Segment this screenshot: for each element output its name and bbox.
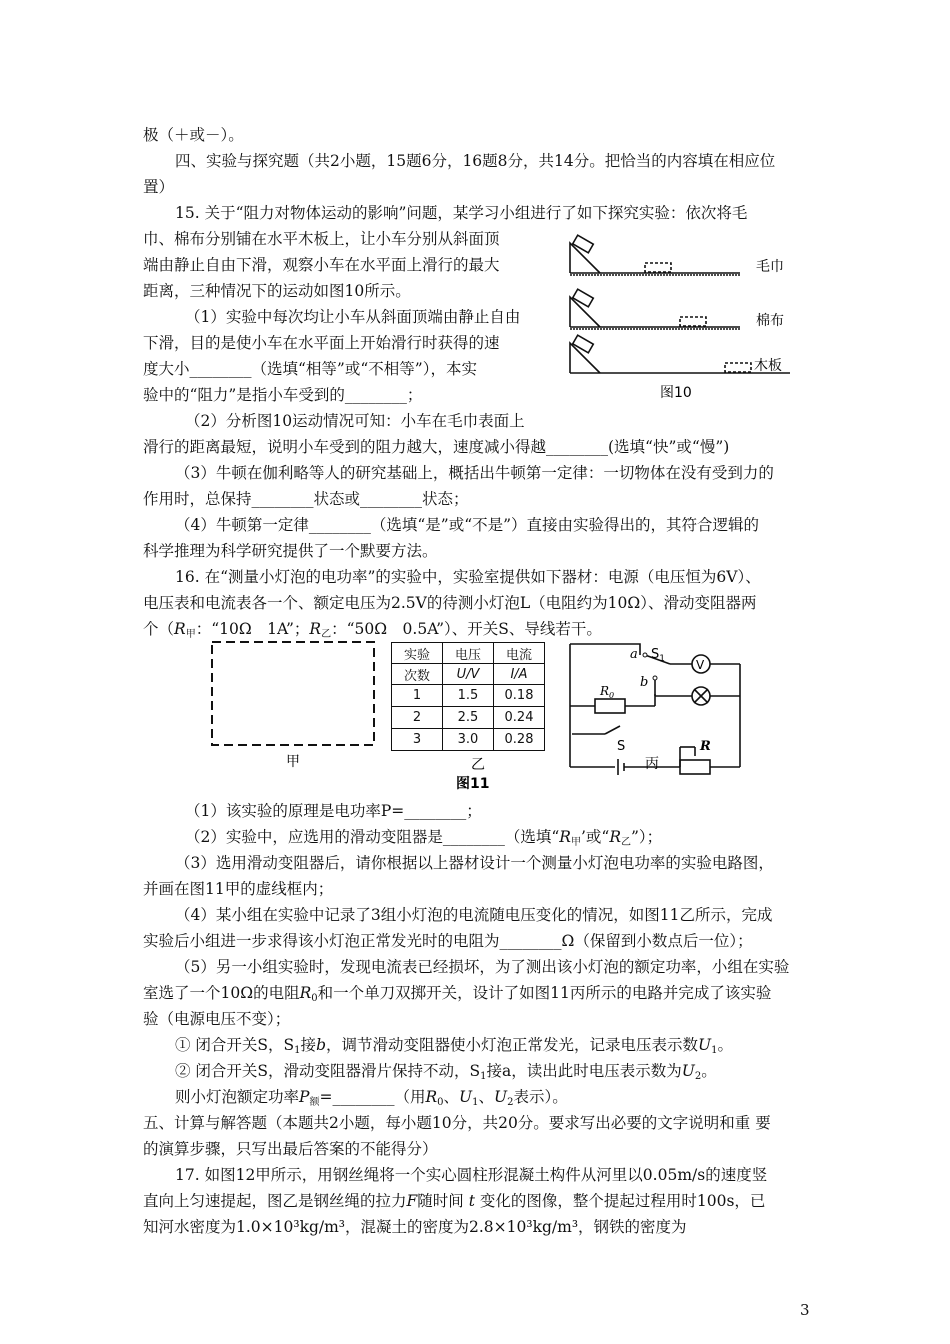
table-cell: 3.0 <box>443 729 494 751</box>
text: R <box>609 828 621 846</box>
circuit-label-s1 <box>651 647 665 664</box>
table-header-cell: 次数 <box>392 664 443 685</box>
q15-line: 验中的“阻力”是指小车受到的________； <box>143 386 423 404</box>
terminal-b <box>653 676 657 680</box>
text: 接a，读出此时电压表示数为 <box>486 1062 682 1080</box>
subscript: 乙 <box>321 629 332 640</box>
q15-line: 度大小________（选填“相等”或“不相等”），本实 <box>143 360 477 378</box>
text: R <box>299 984 312 1002</box>
s1-sub: 1 <box>659 654 665 664</box>
dashed-box-jia <box>212 642 374 745</box>
data-table-yi <box>391 642 545 751</box>
table-cell: 0.24 <box>494 707 545 729</box>
subscript: 0 <box>437 1097 444 1108</box>
r0-sub: 0 <box>609 691 615 700</box>
section-4-heading: 四、实验与探究题（共2小题，15题6分，16题8分，共14分。把恰当的内容填在相应位 <box>175 152 776 170</box>
text: t <box>463 1192 480 1210</box>
q15-line: 科学推理为科学研究提供了一个默要方法。 <box>143 542 438 560</box>
table-cell: 2.5 <box>443 707 494 729</box>
q16-line: 16. 在“测量小灯泡的电功率”的实验中，实验室提供如下器材：电源（电压恒为6V）、 <box>175 568 761 586</box>
table-header-cell: 实验 <box>392 643 443 664</box>
text: ”）； <box>631 828 663 846</box>
label-bing: 丙 <box>645 756 659 772</box>
table-row <box>392 729 545 751</box>
circuit-label-r: R <box>700 739 711 754</box>
line-1: 极（＋或－）。 <box>143 126 244 144</box>
s1-text: S <box>651 647 660 662</box>
text: 室选了一个10Ω的电阻 <box>143 984 300 1002</box>
q16-line: （3）选用滑动变阻器后，请你根据以上器材设计一个测量小灯泡电功率的实验电路图， <box>175 854 774 872</box>
section-5-heading: 五、计算与解答题（本题共2小题，每小题10分，共20分。要求写出必要的文字说明和重 要 <box>143 1114 771 1132</box>
text: U <box>493 1088 508 1106</box>
table-cell: 2 <box>392 707 443 729</box>
label-wood: 木板 <box>754 358 782 374</box>
q15-line: 巾、棉布分别铺在水平木板上，让小车分别从斜面顶 <box>143 230 500 248</box>
text: ，调节滑动变阻器使小灯泡正常发光，记录电压表示数 <box>326 1036 699 1054</box>
text: 接 <box>300 1036 317 1054</box>
table-row <box>392 707 545 729</box>
caption-fig10: 图10 <box>660 385 692 401</box>
text: （2）实验中，应选用的滑动变阻器是________（选填“ <box>185 828 560 846</box>
text: 。 <box>701 1062 717 1080</box>
table-row <box>392 685 545 707</box>
circuit-label-a: a <box>630 647 638 662</box>
subscript: 2 <box>694 1071 702 1082</box>
q17-line: 17. 如图12甲所示，用钢丝绳将一个实心圆柱形混凝土构件从河里以0.05m/s的速度竖 <box>175 1166 768 1184</box>
table-cell: 0.18 <box>494 685 545 707</box>
subscript: 1 <box>472 1097 479 1108</box>
subscript: 1 <box>294 1045 301 1056</box>
text: ② 闭合开关S，滑动变阻器滑片保持不动，S <box>175 1062 481 1080</box>
text: ① 闭合开关S，S <box>175 1036 295 1054</box>
table-cell: 0.28 <box>494 729 545 751</box>
q16-line <box>175 1060 717 1088</box>
page-number: 3 <box>800 1301 810 1319</box>
q16-line: 实验后小组进一步求得该小灯泡正常发光时的电阻为________Ω（保留到小数点后一位）； <box>143 932 753 950</box>
caption-fig11: 图11 <box>456 776 490 792</box>
text: 直向上匀速提起，图乙是钢丝绳的拉力 <box>143 1192 407 1210</box>
q16-line: 验（电源电压不变）； <box>143 1010 291 1028</box>
text: U <box>459 1088 473 1106</box>
q15-line: 端由静止自由下滑，观察小车在水平面上滑行的最大 <box>143 256 500 274</box>
q16-line <box>175 1034 733 1062</box>
text: 、 <box>478 1088 494 1106</box>
label-cotton: 棉布 <box>756 313 784 329</box>
table-header-row <box>392 643 545 664</box>
text: b <box>316 1036 326 1054</box>
q17-line: 知河水密度为1.0×10³kg/m³，混凝土的密度为2.8×10³kg/m³，钢铁的密度为 <box>143 1218 687 1236</box>
q15-line: 滑行的距离最短，说明小车受到的阻力越大，速度减小得越________(选填“快”或“慢”) <box>143 438 730 456</box>
text: U <box>681 1062 695 1080</box>
table-cell: 1.5 <box>443 685 494 707</box>
ramp-cotton <box>570 289 740 329</box>
table-header-cell: I/A <box>494 664 545 685</box>
text: 变化的图像，整个提起过程用时100s，已 <box>479 1192 766 1210</box>
q15-line: （3）牛顿在伽利略等人的研究基础上，概括出牛顿第一定律：一切物体在没有受到力的 <box>175 464 774 482</box>
q15-line: 15. 关于“阻力对物体运动的影响”问题，某学习小组进行了如下探究实验：依次将毛 <box>175 204 748 222</box>
text: 个（ <box>143 620 175 638</box>
text: P <box>299 1088 310 1106</box>
q16-line: 电压表和电流表各一个、额定电压为2.5V的待测小灯泡L（电阻约为10Ω）、滑动变阻器两 <box>143 594 757 612</box>
q16-line <box>175 1086 568 1114</box>
text: ：“50Ω 0.5A”）、开关S、导线若干。 <box>331 620 602 638</box>
q15-line: 下滑，目的是使小车在水平面上开始滑行时获得的速 <box>143 334 500 352</box>
table-header-cell: 电流 <box>494 643 545 664</box>
text: U <box>698 1036 712 1054</box>
text: =________（用 <box>319 1088 426 1106</box>
text: R <box>174 620 186 638</box>
q15-line: （4）牛顿第一定律________（选填“是”或“不是”）直接由实验得出的，其符合逻辑的 <box>175 516 760 534</box>
subscript: 乙 <box>621 837 631 848</box>
circuit-label-r0 <box>599 684 614 700</box>
q15-line: 作用时，总保持________状态或________状态； <box>143 490 469 508</box>
text: 、 <box>443 1088 460 1106</box>
label-yi: 乙 <box>471 757 485 773</box>
label-jia: 甲 <box>286 754 300 770</box>
subscript: 1 <box>480 1071 487 1082</box>
table-header-cell: U/V <box>443 664 494 685</box>
ramp-towel <box>570 235 740 275</box>
circuit-label-b: b <box>640 675 649 690</box>
table-header-row <box>392 664 545 685</box>
terminal-a <box>643 653 647 657</box>
label-towel: 毛巾 <box>756 259 784 275</box>
subscript: 2 <box>507 1097 514 1108</box>
text: ’或“ <box>580 828 610 846</box>
text: R <box>309 620 322 638</box>
text: ：“10Ω 1A”； <box>195 620 310 638</box>
text: 随时间 <box>417 1192 464 1210</box>
figure-10 <box>560 233 800 403</box>
q15-line: 距离，三种情况下的运动如图10所示。 <box>143 282 411 300</box>
q16-line <box>185 826 662 854</box>
q16-line: 并画在图11甲的虚线框内； <box>143 880 334 898</box>
q15-line: （2）分析图10运动情况可知：小车在毛巾表面上 <box>185 412 525 430</box>
voltmeter-label: V <box>696 658 705 672</box>
table-cell: 3 <box>392 729 443 751</box>
text: 表示）。 <box>513 1088 568 1106</box>
text: F <box>406 1192 418 1210</box>
text: 。 <box>717 1036 733 1054</box>
text: R <box>425 1088 438 1106</box>
subscript: 甲 <box>185 629 196 640</box>
q16-line <box>143 982 771 1010</box>
line-3: 置） <box>143 178 175 196</box>
q17-line <box>143 1190 765 1212</box>
subscript: 甲 <box>570 837 581 848</box>
subscript: 1 <box>711 1045 718 1056</box>
subscript: 0 <box>311 993 318 1004</box>
q16-line: （1）该实验的原理是电功率P=________； <box>185 802 482 820</box>
text: R <box>559 828 571 846</box>
section-5-line: 的演算步骤，只写出最后答案的不能得分） <box>143 1140 438 1158</box>
subscript: 额 <box>309 1097 320 1108</box>
text: 和一个单刀双掷开关，设计了如图11丙所示的电路并完成了该实验 <box>317 984 772 1002</box>
table-cell: 1 <box>392 685 443 707</box>
r0-text: R <box>600 684 610 698</box>
circuit-label-s: S <box>617 739 626 754</box>
table-header-cell: 电压 <box>443 643 494 664</box>
q15-line: （1）实验中每次均让小车从斜面顶端由静止自由 <box>185 308 521 326</box>
q16-line: （4）某小组在实验中记录了3组小灯泡的电流随电压变化的情况，如图11乙所示，完成 <box>175 906 773 924</box>
q16-line: （5）另一小组实验时，发现电流表已经损坏，为了测出该小灯泡的额定功率，小组在实验 <box>175 958 790 976</box>
text: 则小灯泡额定功率 <box>175 1088 300 1106</box>
